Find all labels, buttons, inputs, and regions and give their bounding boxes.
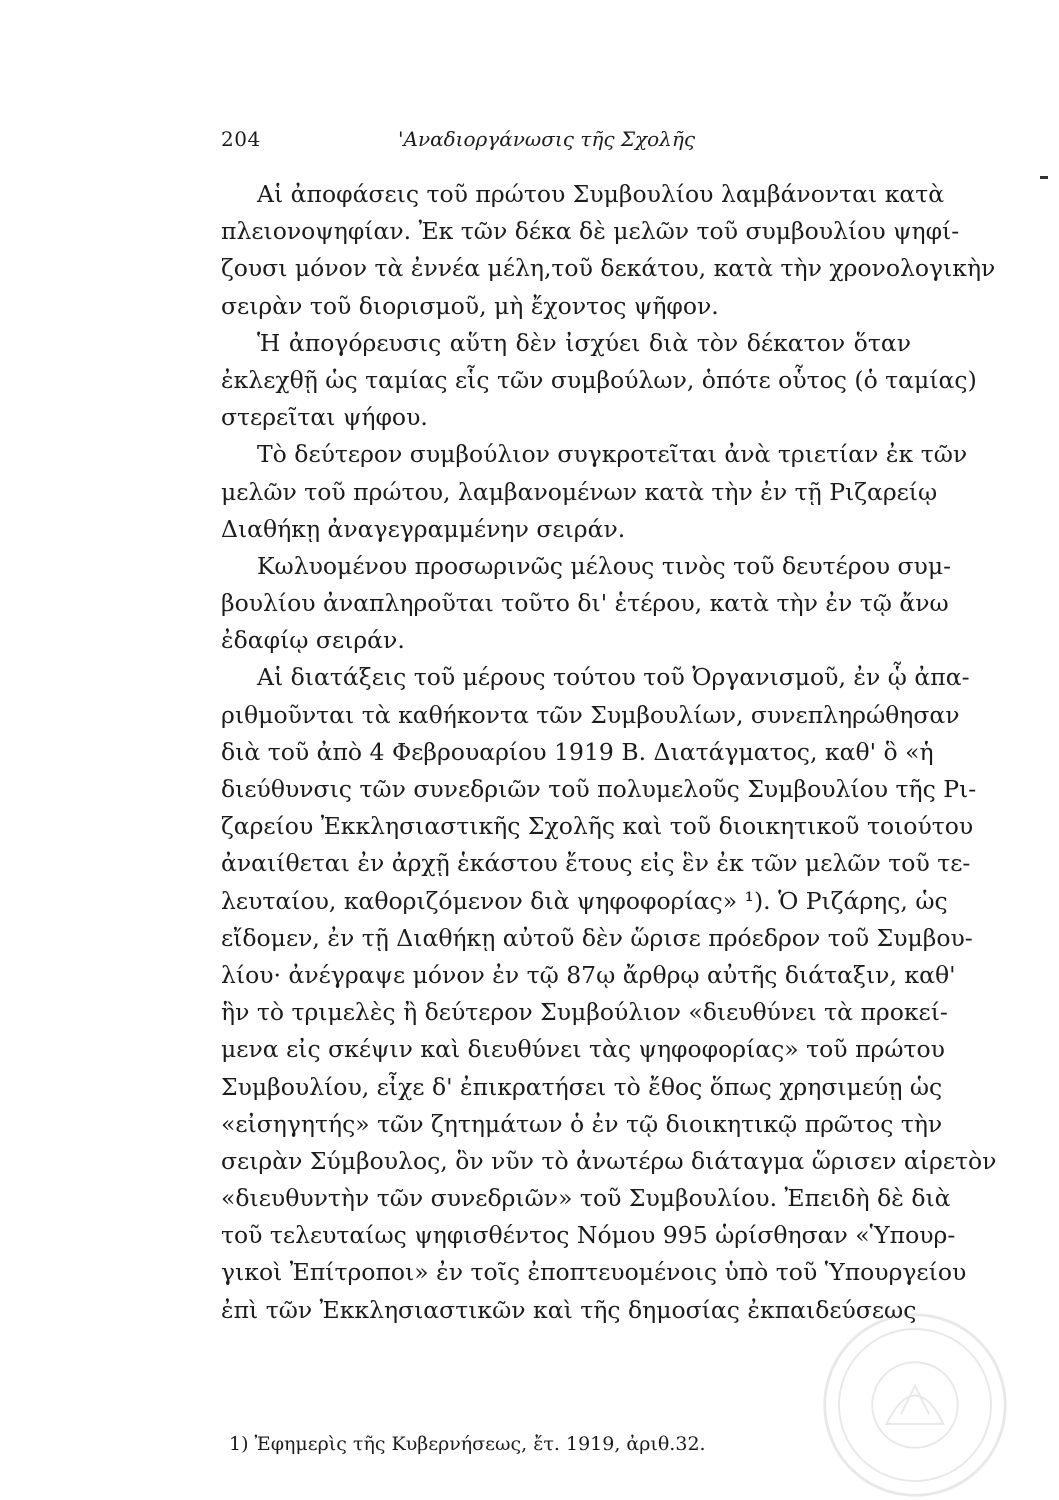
text-line: σειρὰν τοῦ διορισμοῦ, μὴ ἔχοντος ψῆφον. <box>221 291 719 320</box>
text-line: Αἱ ἀποφάσεις τοῦ πρώτου Συμβουλίου λαμβάνονται κατὰ <box>257 180 945 208</box>
text-line: «εἰσηγητής» τῶν ζητημάτων ὁ ἐν τῷ διοικητικῷ πρῶτος τὴν <box>221 1109 943 1138</box>
text-line: γικοὶ Ἐπίτροποι» ἐν τοῖς ἐποπτευομένοις ὑπὸ τοῦ Ὑπουργείου <box>221 1258 967 1287</box>
text-line: βουλίου ἀναπληροῦται τοῦτο δι' ἑτέρου, κατὰ τὴν ἐν τῷ ἄνω <box>221 589 949 618</box>
text-line: Αἱ διατάξεις τοῦ μέρους τούτου τοῦ Ὀργανισμοῦ, ἐν ᾧ ἀπα- <box>257 663 970 692</box>
text-line: Τὸ δεύτερον συμβούλιον συγκροτεῖται ἀνὰ τριετίαν ἐκ τῶν <box>257 440 968 469</box>
university-seal-icon <box>820 1310 1010 1500</box>
text-line: Ἡ ἀπογόρευσις αὕτη δὲν ἰσχύει διὰ τὸν δέκατον ὅταν <box>257 328 911 357</box>
text-line: ἐδαφίῳ σειράν. <box>221 626 405 655</box>
text-line: μενα εἰς σκέψιν καὶ διευθύνει τὰς ψηφοφορίας» τοῦ πρώτου <box>221 1035 945 1064</box>
text-line: σειρὰν Σύμβουλος, ὃν νῦν τὸ ἀνωτέρω διάταγμα ὥρισεν αἱρετὸν <box>221 1146 997 1175</box>
text-line: πλειονοψηφίαν. Ἐκ τῶν δέκα δὲ μελῶν τοῦ συμβουλίου ψηφί- <box>221 217 960 246</box>
text-line: ζουσι μόνον τὰ ἐννέα μέλη,τοῦ δεκάτου, κατὰ τὴν χρονολογικὴν <box>221 254 996 283</box>
text-line: διεύθυνσις τῶν συνεδριῶν τοῦ πολυμελοῦς Συμβουλίου τῆς Ρι- <box>221 775 977 803</box>
text-line: λευταίου, καθοριζόμενον διὰ ψηφοφορίας» ¹). Ὁ Ριζάρης, ὡς <box>221 886 948 915</box>
text-line: ριθμοῦνται τὰ καθήκοντα τῶν Συμβουλίων, συνεπληρώθησαν <box>221 700 960 729</box>
text-line: τοῦ τελευταίως ψηφισθέντος Νόμου 995 ὡρίσθησαν «Ὑπουρ- <box>221 1221 956 1250</box>
footnote: 1) Ἐφημερὶς τῆς Κυβερνήσεως, ἔτ. 1919, ἀριθ.32. <box>229 1433 706 1455</box>
text-line: ἐκλεχθῇ ὡς ταμίας εἷς τῶν συμβούλων, ὁπότε οὗτος (ὁ ταμίας) <box>221 365 977 394</box>
page-edge-mark <box>1040 176 1048 179</box>
text-line: εἴδομεν, ἐν τῇ Διαθήκῃ αὐτοῦ δὲν ὥρισε πρόεδρον τοῦ Συμβου- <box>221 923 973 952</box>
text-line: στερεῖται ψήφου. <box>221 403 428 432</box>
text-line: μελῶν τοῦ πρώτου, λαμβανομένων κατὰ τὴν ἐν τῇ Ριζαρείῳ <box>221 477 938 506</box>
text-line: ἀναιίθεται ἐν ἀρχῇ ἑκάστου ἔτους εἰς ἓν ἐκ τῶν μελῶν τοῦ τε- <box>221 849 971 878</box>
text-line: «διευθυντὴν τῶν συνεδριῶν» τοῦ Συμβουλίου. Ἐπειδὴ δὲ διὰ <box>221 1184 951 1213</box>
text-line: Συμβουλίου, εἶχε δ' ἐπικρατήσει τὸ ἔθος ὅπως χρησιμεύῃ ὡς <box>221 1072 943 1101</box>
page-number: 204 <box>221 127 261 151</box>
text-line: ζαρείου Ἐκκλησιαστικῆς Σχολῆς καὶ τοῦ διοικητικοῦ τοιούτου <box>221 812 974 841</box>
text-line: λίου· ἀνέγραψε μόνον ἐν τῷ 87ῳ ἄρθρῳ αὐτῆς διάταξιν, καθ' <box>221 960 956 989</box>
text-line: Κωλυομένου προσωρινῶς μέλους τινὸς τοῦ δευτέρου συμ- <box>257 551 952 580</box>
text-line: Διαθήκῃ ἀναγεγραμμένην σειράν. <box>221 514 626 543</box>
body-text <box>221 176 997 1329</box>
running-title: 'Αναδιοργάνωσις τῆς Σχολῆς <box>398 127 696 151</box>
text-line: ἐπὶ τῶν Ἐκκλησιαστικῶν καὶ τῆς δημοσίας ἐκπαιδεύσεως <box>221 1295 917 1324</box>
text-line: διὰ τοῦ ἀπὸ 4 Φεβρουαρίου 1919 Β. Διατάγματος, καθ' ὃ «ἡ <box>221 737 934 766</box>
text-line: ἣν τὸ τριμελὲς ἢ δεύτερον Συμβούλιον «διευθύνει τὰ προκεί- <box>221 998 948 1027</box>
